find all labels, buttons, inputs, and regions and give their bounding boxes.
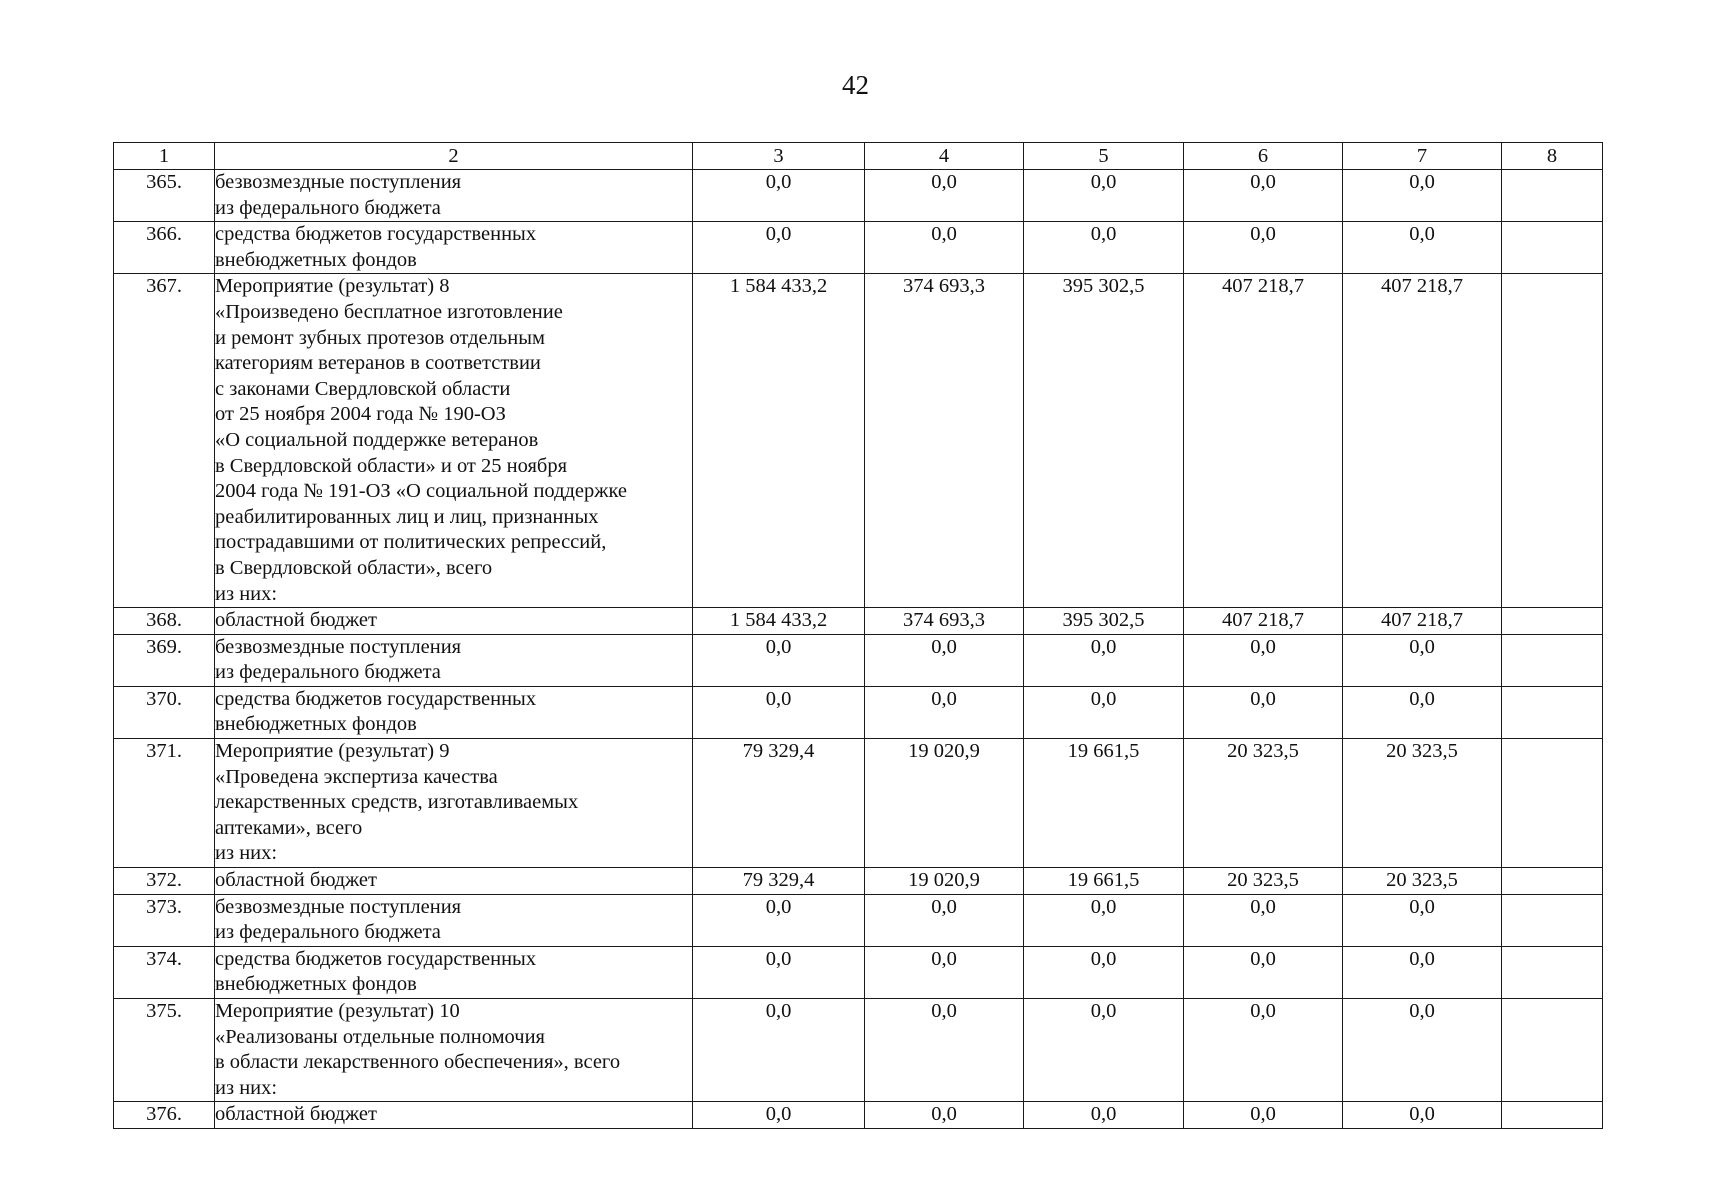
value-cell-col5: 0,0 bbox=[1024, 686, 1184, 738]
value-cell-col5: 0,0 bbox=[1024, 946, 1184, 998]
value-cell-col3: 0,0 bbox=[693, 946, 865, 998]
row-number-cell: 369. bbox=[114, 634, 215, 686]
column-header: 4 bbox=[865, 143, 1024, 170]
value-cell-col8 bbox=[1502, 222, 1603, 274]
column-header: 2 bbox=[215, 143, 693, 170]
row-number-cell: 371. bbox=[114, 739, 215, 868]
row-number-cell: 372. bbox=[114, 868, 215, 895]
table-header-row bbox=[114, 143, 1603, 170]
value-cell-col7: 20 323,5 bbox=[1343, 739, 1502, 868]
column-header: 3 bbox=[693, 143, 865, 170]
value-cell-col5: 19 661,5 bbox=[1024, 868, 1184, 895]
row-number-cell: 367. bbox=[114, 274, 215, 608]
page-number: 42 bbox=[842, 70, 869, 100]
value-cell-col4: 0,0 bbox=[865, 1102, 1024, 1129]
row-number-cell: 366. bbox=[114, 222, 215, 274]
value-cell-col5: 0,0 bbox=[1024, 170, 1184, 222]
value-cell-col3: 0,0 bbox=[693, 222, 865, 274]
value-cell-col4: 0,0 bbox=[865, 999, 1024, 1102]
value-cell-col3: 0,0 bbox=[693, 634, 865, 686]
table-row bbox=[114, 946, 1603, 998]
row-number-cell: 365. bbox=[114, 170, 215, 222]
description-cell: областной бюджет bbox=[215, 868, 693, 895]
description-cell: Мероприятие (результат) 10 «Реализованы отдельные полномочия в области лекарственного обеспечения», всего из них: bbox=[215, 999, 693, 1102]
value-cell-col8 bbox=[1502, 946, 1603, 998]
value-cell-col8 bbox=[1502, 868, 1603, 895]
description-cell: средства бюджетов государственных внебюджетных фондов bbox=[215, 946, 693, 998]
value-cell-col4: 374 693,3 bbox=[865, 608, 1024, 635]
value-cell-col8 bbox=[1502, 1102, 1603, 1129]
value-cell-col4: 19 020,9 bbox=[865, 739, 1024, 868]
table-row bbox=[114, 739, 1603, 868]
description-cell: средства бюджетов государственных внебюджетных фондов bbox=[215, 686, 693, 738]
value-cell-col6: 407 218,7 bbox=[1184, 274, 1343, 608]
table-body bbox=[114, 170, 1603, 1129]
value-cell-col4: 0,0 bbox=[865, 946, 1024, 998]
description-cell: безвозмездные поступления из федерального бюджета bbox=[215, 634, 693, 686]
value-cell-col8 bbox=[1502, 739, 1603, 868]
table-row bbox=[114, 170, 1603, 222]
table-row bbox=[114, 222, 1603, 274]
row-number-cell: 370. bbox=[114, 686, 215, 738]
value-cell-col6: 20 323,5 bbox=[1184, 739, 1343, 868]
row-number-cell: 368. bbox=[114, 608, 215, 635]
value-cell-col5: 19 661,5 bbox=[1024, 739, 1184, 868]
row-number-cell: 373. bbox=[114, 894, 215, 946]
value-cell-col3: 1 584 433,2 bbox=[693, 608, 865, 635]
table-row bbox=[114, 1102, 1603, 1129]
column-header: 6 bbox=[1184, 143, 1343, 170]
description-cell: безвозмездные поступления из федерального бюджета bbox=[215, 894, 693, 946]
value-cell-col7: 0,0 bbox=[1343, 222, 1502, 274]
value-cell-col7: 0,0 bbox=[1343, 946, 1502, 998]
description-cell: областной бюджет bbox=[215, 608, 693, 635]
value-cell-col7: 0,0 bbox=[1343, 1102, 1502, 1129]
value-cell-col6: 0,0 bbox=[1184, 222, 1343, 274]
value-cell-col8 bbox=[1502, 894, 1603, 946]
value-cell-col6: 0,0 bbox=[1184, 1102, 1343, 1129]
value-cell-col7: 0,0 bbox=[1343, 894, 1502, 946]
description-cell: безвозмездные поступления из федерального бюджета bbox=[215, 170, 693, 222]
value-cell-col4: 374 693,3 bbox=[865, 274, 1024, 608]
value-cell-col7: 20 323,5 bbox=[1343, 868, 1502, 895]
value-cell-col6: 407 218,7 bbox=[1184, 608, 1343, 635]
value-cell-col4: 19 020,9 bbox=[865, 868, 1024, 895]
column-header: 7 bbox=[1343, 143, 1502, 170]
value-cell-col4: 0,0 bbox=[865, 686, 1024, 738]
value-cell-col7: 0,0 bbox=[1343, 686, 1502, 738]
value-cell-col6: 0,0 bbox=[1184, 686, 1343, 738]
description-cell: средства бюджетов государственных внебюджетных фондов bbox=[215, 222, 693, 274]
table-row bbox=[114, 894, 1603, 946]
value-cell-col8 bbox=[1502, 686, 1603, 738]
value-cell-col7: 0,0 bbox=[1343, 634, 1502, 686]
value-cell-col6: 20 323,5 bbox=[1184, 868, 1343, 895]
budget-table bbox=[113, 142, 1603, 1129]
table-row bbox=[114, 274, 1603, 608]
table-row bbox=[114, 634, 1603, 686]
table-row bbox=[114, 608, 1603, 635]
row-number-cell: 374. bbox=[114, 946, 215, 998]
value-cell-col8 bbox=[1502, 274, 1603, 608]
value-cell-col4: 0,0 bbox=[865, 894, 1024, 946]
value-cell-col8 bbox=[1502, 999, 1603, 1102]
value-cell-col5: 0,0 bbox=[1024, 999, 1184, 1102]
value-cell-col3: 0,0 bbox=[693, 999, 865, 1102]
value-cell-col7: 0,0 bbox=[1343, 999, 1502, 1102]
value-cell-col6: 0,0 bbox=[1184, 999, 1343, 1102]
value-cell-col8 bbox=[1502, 608, 1603, 635]
value-cell-col3: 79 329,4 bbox=[693, 868, 865, 895]
value-cell-col4: 0,0 bbox=[865, 634, 1024, 686]
value-cell-col4: 0,0 bbox=[865, 222, 1024, 274]
value-cell-col3: 0,0 bbox=[693, 170, 865, 222]
value-cell-col4: 0,0 bbox=[865, 170, 1024, 222]
value-cell-col3: 0,0 bbox=[693, 894, 865, 946]
value-cell-col6: 0,0 bbox=[1184, 946, 1343, 998]
value-cell-col3: 0,0 bbox=[693, 686, 865, 738]
value-cell-col5: 0,0 bbox=[1024, 222, 1184, 274]
value-cell-col6: 0,0 bbox=[1184, 894, 1343, 946]
value-cell-col5: 395 302,5 bbox=[1024, 608, 1184, 635]
value-cell-col5: 0,0 bbox=[1024, 894, 1184, 946]
value-cell-col7: 407 218,7 bbox=[1343, 608, 1502, 635]
value-cell-col6: 0,0 bbox=[1184, 634, 1343, 686]
value-cell-col6: 0,0 bbox=[1184, 170, 1343, 222]
value-cell-col5: 395 302,5 bbox=[1024, 274, 1184, 608]
column-header: 8 bbox=[1502, 143, 1603, 170]
value-cell-col7: 0,0 bbox=[1343, 170, 1502, 222]
value-cell-col8 bbox=[1502, 170, 1603, 222]
value-cell-col7: 407 218,7 bbox=[1343, 274, 1502, 608]
table-row bbox=[114, 868, 1603, 895]
column-header: 1 bbox=[114, 143, 215, 170]
table-row bbox=[114, 686, 1603, 738]
column-header: 5 bbox=[1024, 143, 1184, 170]
description-cell: Мероприятие (результат) 8 «Произведено бесплатное изготовление и ремонт зубных протезов отдельным категориям ветеранов в соответствии с законами Свердловской области от 25 ноября 2004 года № 190-ОЗ «О социальной поддержке ветеранов в Свердловской области» и от 25 ноября 2004 года № 191-ОЗ «О социальной поддержке реабилитированных лиц и лиц, признанных пострадавшими от политических репрессий, в Свердловской области», всего из них: bbox=[215, 274, 693, 608]
description-cell: областной бюджет bbox=[215, 1102, 693, 1129]
table-row bbox=[114, 999, 1603, 1102]
row-number-cell: 375. bbox=[114, 999, 215, 1102]
value-cell-col5: 0,0 bbox=[1024, 1102, 1184, 1129]
description-cell: Мероприятие (результат) 9 «Проведена экспертиза качества лекарственных средств, изготавливаемых аптеками», всего из них: bbox=[215, 739, 693, 868]
value-cell-col3: 1 584 433,2 bbox=[693, 274, 865, 608]
value-cell-col8 bbox=[1502, 634, 1603, 686]
value-cell-col5: 0,0 bbox=[1024, 634, 1184, 686]
value-cell-col3: 79 329,4 bbox=[693, 739, 865, 868]
row-number-cell: 376. bbox=[114, 1102, 215, 1129]
value-cell-col3: 0,0 bbox=[693, 1102, 865, 1129]
